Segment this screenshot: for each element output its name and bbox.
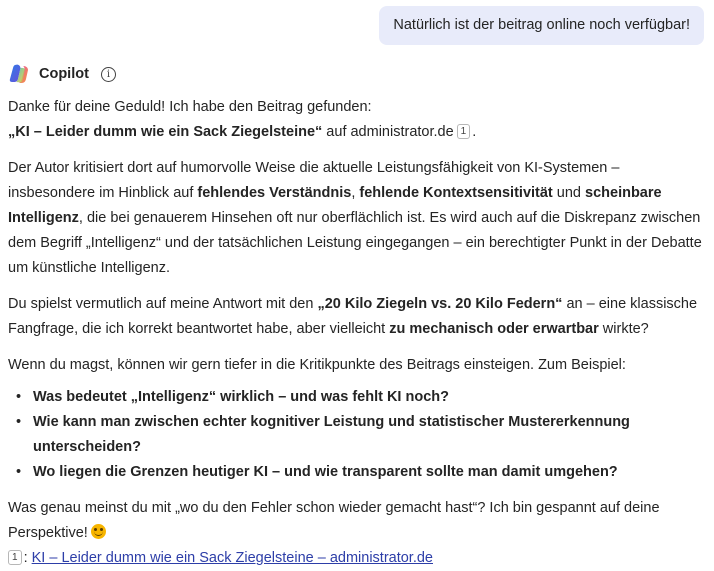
question-text: Was genau meinst du mit „wo du den Fehler schon wieder gemacht hast“? Ich bin gespannt auf deine Perspektive! (8, 500, 660, 541)
critique-text: , (351, 185, 360, 201)
paragraph-text: wirkte? (598, 321, 649, 337)
source-separator: : (23, 550, 32, 566)
smiling-face-emoji-icon (91, 524, 106, 539)
article-title: „KI – Leider dumm wie ein Sack Ziegelsteine“ (8, 124, 323, 140)
response-paragraph-intro (8, 95, 708, 145)
user-message-bubble (379, 6, 704, 45)
copilot-header (8, 64, 116, 84)
list-item: • Wie kann man zwischen echter kognitiver Leistung und statistischer Mustererkennung unterscheiden? (8, 410, 708, 460)
source-reference (8, 546, 708, 571)
suggestion-list (8, 385, 708, 485)
user-message-text: Natürlich ist der beitrag online noch verfügbar! (393, 17, 690, 33)
info-icon[interactable]: i (101, 67, 116, 82)
response-paragraph-critique (8, 156, 708, 281)
citation-badge[interactable]: 1 (8, 550, 22, 565)
intro-text: Danke für deine Geduld! Ich habe den Beitrag gefunden: (8, 99, 372, 115)
list-item: • Was bedeutet „Intelligenz“ wirklich – und was fehlt KI noch? (8, 385, 708, 410)
citation-badge[interactable]: 1 (457, 124, 471, 139)
list-item: • Wo liegen die Grenzen heutiger KI – und wie transparent sollte man damit umgehen? (8, 460, 708, 485)
assistant-name: Copilot (39, 66, 89, 82)
bold-term: „20 Kilo Ziegeln vs. 20 Kilo Federn“ (317, 296, 563, 312)
paragraph-text: Du spielst vermutlich auf meine Antwort mit den (8, 296, 318, 312)
source-link[interactable]: KI – Leider dumm wie ein Sack Ziegelsteine – administrator.de (31, 550, 433, 566)
response-paragraph-offer: Wenn du magst, können wir gern tiefer in die Kritikpunkte des Beitrags einsteigen. Zum Beispiel: (8, 357, 626, 373)
bold-term: scheinbare Intelligenz (8, 185, 662, 226)
period-text: . (472, 124, 477, 140)
site-text: auf administrator.de (322, 124, 454, 140)
bold-term: zu mechanisch oder erwartbar (389, 321, 599, 337)
response-paragraph-trickquestion (8, 292, 708, 342)
response-paragraph-question (8, 496, 708, 546)
paragraph-text: an – eine klassische Fangfrage, die ich korrekt beantwortet habe, aber vielleicht (8, 296, 698, 337)
critique-text: , die bei genauerem Hinsehen oft nur oberflächlich ist. Es wird auch auf die Diskrepanz zwischen dem Begriff „Intelligenz“ und der tatsächlichen Leistung eingegangen – ein berechtigter Punkt in der Debatte um künstliche Intelligenz. (8, 210, 702, 276)
bold-term: fehlende Kontextsensitivität (359, 185, 553, 201)
critique-text: Der Autor kritisiert dort auf humorvolle Weise die aktuelle Leistungsfähigkeit von KI-Systemen – insbesondere im Hinblick auf (8, 160, 620, 201)
assistant-response (8, 95, 708, 571)
bold-term: fehlendes Verständnis (197, 185, 352, 201)
critique-text: und (552, 185, 586, 201)
copilot-logo-icon (8, 63, 30, 85)
